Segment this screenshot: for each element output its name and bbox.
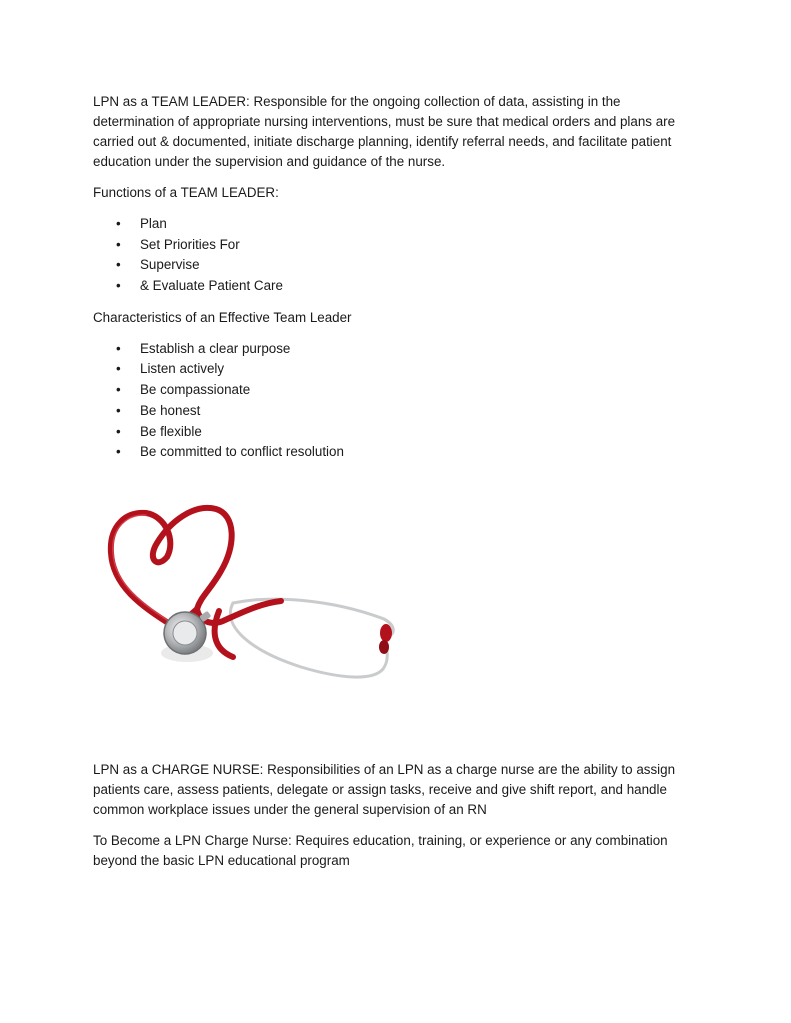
bullet-icon: • <box>116 257 121 273</box>
list-item-text: Establish a clear purpose <box>140 340 291 356</box>
bullet-icon: • <box>116 402 121 418</box>
team-leader-intro: LPN as a TEAM LEADER: Responsible for the ongoing collection of data, assisting in the determination of appropriate nursing interventions, must be sure that medical orders and plans are carried out & documented, initiate discharge planning, identify referral needs, and facilitate patient education under the supervision and guidance of the nurse. <box>93 94 676 169</box>
stethoscope-heart-icon <box>101 491 411 706</box>
stethoscope-heart-image <box>101 491 411 706</box>
bullet-icon: • <box>116 423 121 439</box>
bullet-icon: • <box>116 444 121 460</box>
list-item <box>93 380 703 401</box>
bullet-icon: • <box>116 361 121 377</box>
list-item <box>93 401 703 422</box>
list-item-text: Be compassionate <box>140 382 251 398</box>
functions-list <box>93 214 703 297</box>
bullet-icon: • <box>116 382 121 398</box>
list-item <box>93 255 703 276</box>
charge-nurse-requirements: To Become a LPN Charge Nurse: Requires education, training, or experience or any combination beyond the basic LPN educational program <box>93 832 668 868</box>
list-item <box>93 442 703 463</box>
bullet-icon: • <box>116 278 121 294</box>
list-item-text: Be committed to conflict resolution <box>140 444 344 460</box>
list-item-text: Listen actively <box>140 361 225 377</box>
list-item-text: Be honest <box>140 402 201 418</box>
document-body <box>93 92 703 882</box>
bullet-icon: • <box>116 216 121 231</box>
list-item <box>93 339 703 360</box>
list-item <box>93 214 703 235</box>
bullet-icon: • <box>116 340 121 356</box>
ear-tip-icon <box>379 640 389 654</box>
list-item-text: & Evaluate Patient Care <box>140 278 283 294</box>
list-item <box>93 422 703 443</box>
chestpiece-diaphragm <box>173 621 197 645</box>
characteristics-list <box>93 339 703 463</box>
list-item-text: Be flexible <box>140 423 202 439</box>
list-item-text: Set Priorities For <box>140 236 240 252</box>
list-item-text: Plan <box>140 216 167 231</box>
functions-heading: Functions of a TEAM LEADER: <box>93 185 279 200</box>
list-item <box>93 276 703 297</box>
ear-tip-icon <box>380 624 392 642</box>
characteristics-heading: Characteristics of an Effective Team Leader <box>93 309 352 325</box>
list-item <box>93 359 703 380</box>
charge-nurse-description: LPN as a CHARGE NURSE: Responsibilities of an LPN as a charge nurse are the ability to assign patients care, assess patients, delegate or assign tasks, receive and give shift report, and handle common workplace issues under the general supervision of an RN <box>93 761 676 817</box>
list-item <box>93 235 703 256</box>
bullet-icon: • <box>116 236 121 252</box>
binaural-tube-lower <box>230 603 387 677</box>
list-item-text: Supervise <box>140 257 200 273</box>
